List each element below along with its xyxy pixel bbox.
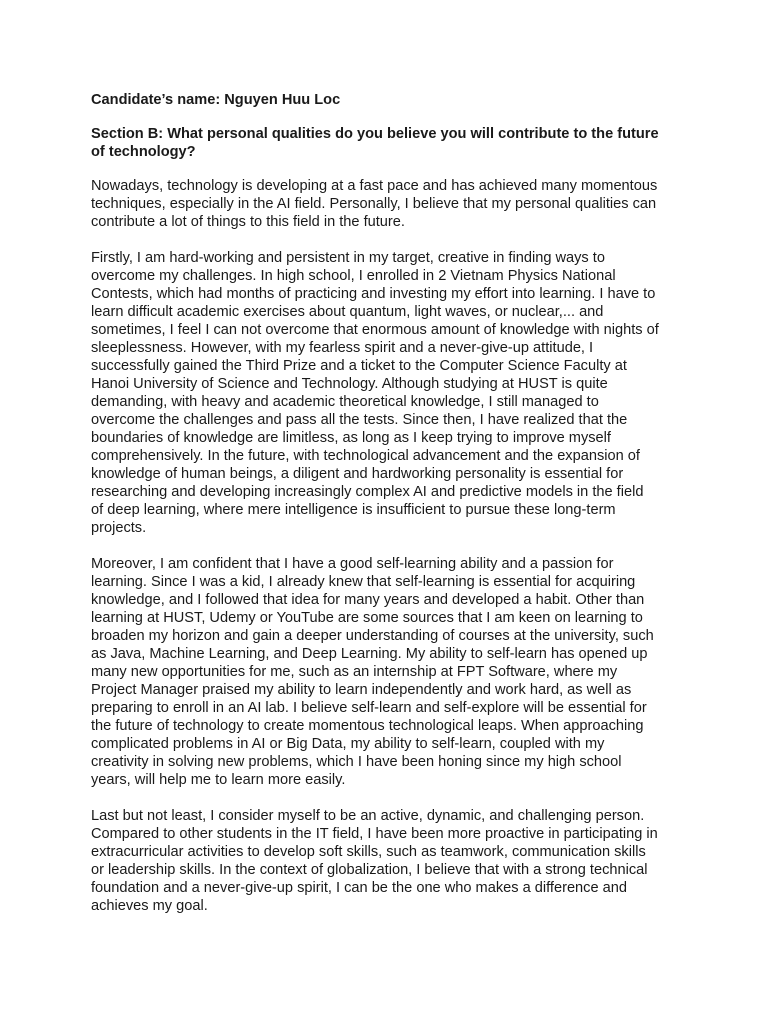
paragraph-last: Last but not least, I consider myself to be an active, dynamic, and challenging person. Compared to other students in the IT field, I have been more proactive in participating in extracurricular activities to develop soft skills, such as teamwork, communication skills or leadership skills. In the context of globalization, I believe that with a strong technical foundation and a never-give-up spirit, I can be the one who makes a difference and achieves my goal.	[91, 808, 658, 914]
paragraph-moreover: Moreover, I am confident that I have a good self-learning ability and a passion for learning. Since I was a kid, I already knew that self-learning is essential for acquiring knowledge, and I followed that idea for many years and developed a habit. Other than learning at HUST, Udemy or YouTube are some sources that I am keen on learning to broaden my horizon and gain a deeper understanding of courses at the university, such as Java, Machine Learning, and Deep Learning. My ability to self-learn has opened up many new opportunities for me, such as an internship at FPT Software, where my Project Manager praised my ability to learn independently and work hard, as well as preparing to enroll in an AI lab. I believe self-learn and self-explore will be essential for the future of technology to create momentous technological leaps. When approaching complicated problems in AI or Big Data, my ability to self-learn, coupled with my creativity in solving new problems, which I have been honing since my high school years, will help me to learn more easily.	[91, 556, 654, 788]
section-title: Section B: What personal qualities do you believe you will contribute to the future of technology?	[91, 126, 659, 160]
paragraph-intro: Nowadays, technology is developing at a fast pace and has achieved many momentous techniques, especially in the AI field. Personally, I believe that my personal qualities can contribute a lot of things to this field in the future.	[91, 178, 658, 230]
essay-page	[91, 91, 691, 933]
paragraph-firstly: Firstly, I am hard-working and persistent in my target, creative in finding ways to overcome my challenges. In high school, I enrolled in 2 Vietnam Physics National Contests, which had months of practicing and investing my effort into learning. I have to learn difficult academic exercises about quantum, light waves, or nuclear,... and sometimes, I feel I can not overcome that enormous amount of knowledge with nights of sleeplessness. However, with my fearless spirit and a never-give-up attitude, I successfully gained the Third Prize and a ticket to the Computer Science Faculty at Hanoi University of Science and Technology. Although studying at HUST is quite demanding, with heavy and academic theoretical knowledge, I still managed to overcome the challenges and pass all the tests. Since then, I have realized that the boundaries of knowledge are limitless, as long as I keep trying to improve myself comprehensively. In the future, with technological advancement and the expansion of knowledge of human beings, a diligent and hardworking personality is essential for researching and developing increasingly complex AI and predictive models in the field of deep learning, where mere intelligence is insufficient to pursue these long-term projects.	[91, 250, 659, 536]
candidate-name: Candidate’s name: Nguyen Huu Loc	[91, 92, 341, 108]
